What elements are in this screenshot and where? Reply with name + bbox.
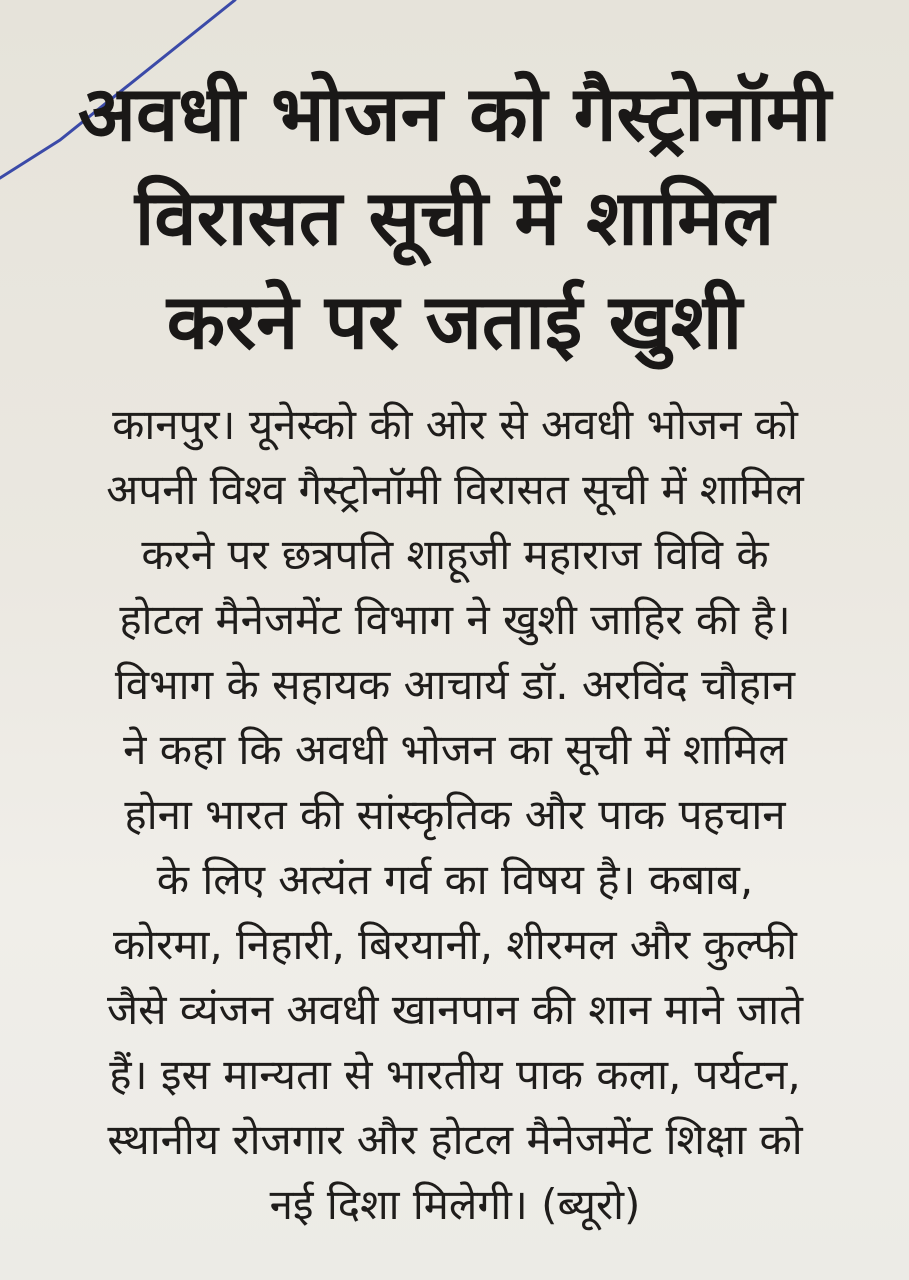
body-line-13: नई दिशा मिलेगी। (ब्यूरो) <box>269 1180 641 1229</box>
body-line-10: जैसे व्यंजन अवधी खानपान की शान माने जाते <box>106 985 804 1034</box>
body-line-2: अपनी विश्व गैस्ट्रोनॉमी विरासत सूची में शामिल <box>106 465 804 514</box>
body-line-6: ने कहा कि अवधी भोजन का सूची में शामिल <box>123 725 787 774</box>
body-line-5: विभाग के सहायक आचार्य डॉ. अरविंद चौहान <box>114 660 796 709</box>
headline-line-2: विरासत सूची में शामिल <box>134 173 775 262</box>
body-line-12: स्थानीय रोजगार और होटल मैनेजमेंट शिक्षा को <box>107 1115 803 1164</box>
body-line-4: होटल मैनेजमेंट विभाग ने खुशी जाहिर की है। <box>119 595 791 644</box>
body-line-11: हैं। इस मान्यता से भारतीय पाक कला, पर्यटन, <box>109 1050 801 1099</box>
body-line-9: कोरमा, निहारी, बिरयानी, शीरमल और कुल्फी <box>113 920 797 969</box>
headline-line-1: अवधी भोजन को गैस्ट्रोनॉमी <box>77 69 832 158</box>
body-line-3: करने पर छत्रपति शाहूजी महाराज विवि के <box>141 530 769 579</box>
body-line-1: कानपुर। यूनेस्को की ओर से अवधी भोजन को <box>112 400 798 449</box>
body-line-7: होना भारत की सांस्कृतिक और पाक पहचान <box>124 790 786 839</box>
body-line-8: के लिए अत्यंत गर्व का विषय है। कबाब, <box>156 855 754 904</box>
headline <box>20 62 889 374</box>
article-body <box>30 392 880 1237</box>
headline-line-3: करने पर जताई खुशी <box>166 277 743 366</box>
